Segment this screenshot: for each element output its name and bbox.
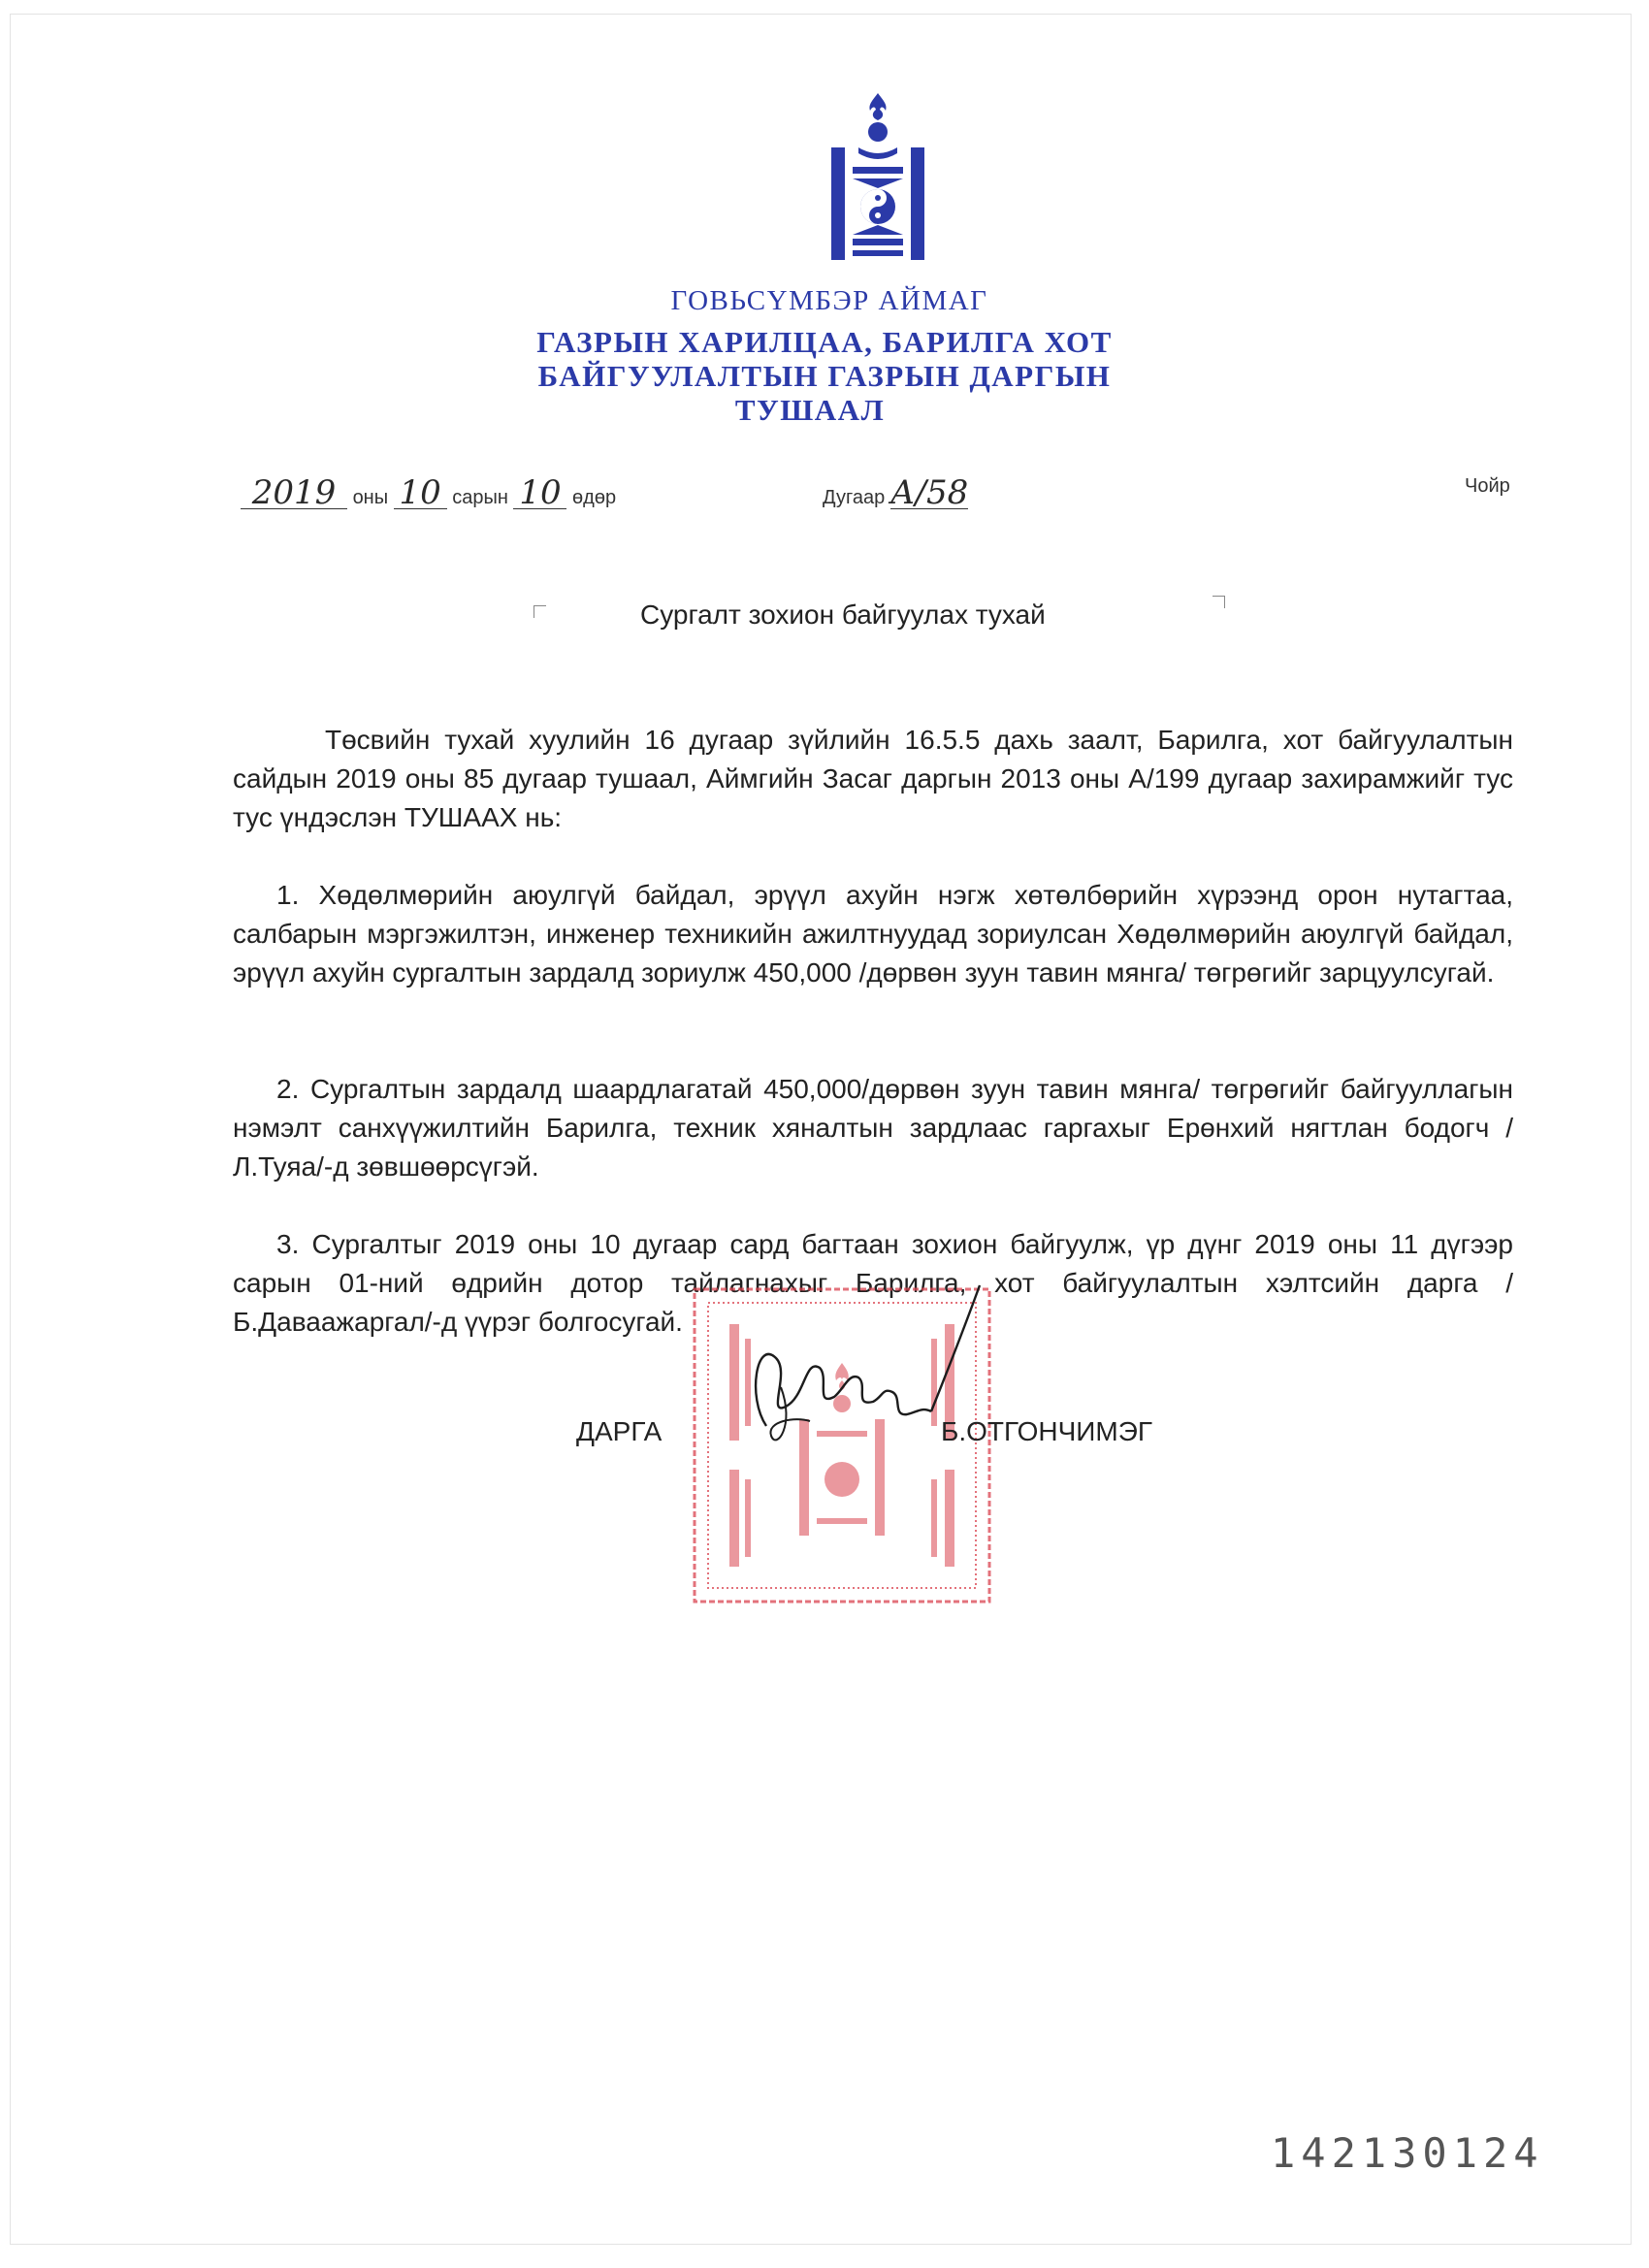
document-title: Сургалт зохион байгуулах тухай bbox=[640, 599, 1046, 630]
preamble-paragraph bbox=[233, 721, 1513, 837]
date-day-suffix: өдөр bbox=[572, 487, 617, 508]
serial-number: 142130124 bbox=[1271, 2129, 1544, 2177]
city-name: Чойр bbox=[1465, 475, 1510, 497]
date-year-suffix: оны bbox=[352, 487, 389, 508]
order-item-1 bbox=[233, 876, 1513, 992]
office-name-line2: БАЙГУУЛАЛТЫН ГАЗРЫН ДАРГЫН bbox=[537, 359, 1112, 393]
order-item-1-text: 1. Хөдөлмөрийн аюулгүй байдал, эрүүл ахуйн нэгж хөтөлбөрийн хүрээнд орон нутагтаа, салбарын мэргэжилтэн, инженер техникийн ажилтнуудад зориулсан Хөдөлмөрийн аюулгүй байдал, эрүүл ахуйн сургалтын зардалд зориулж 450,000 /дөрвөн зуун тавин мянга/ төгрөгийг зарцуулсугай. bbox=[233, 880, 1513, 988]
order-item-2 bbox=[233, 1070, 1513, 1186]
number-label: Дугаар bbox=[823, 487, 886, 508]
number-field bbox=[823, 473, 969, 512]
signatory-name: Б.ОТГОНЧИМЭГ bbox=[941, 1416, 1153, 1446]
order-item-2-text: 2. Сургалтын зардалд шаардлагатай 450,000/дөрвөн зуун тавин мянга/ төгрөгийг байгууллагын нэмэлт санхүүжилтийн Барилга, техник хяналтын зардлаас гаргахыг Ерөнхий нягтлан бодогч /Л.Туяа/-д зөвшөөрсүгэй. bbox=[233, 1074, 1513, 1182]
title-corner-right bbox=[1212, 596, 1225, 608]
document-number: А/58 bbox=[889, 473, 969, 512]
date-month-suffix: сарын bbox=[452, 487, 508, 508]
order-item-3-text: 3. Сургалтыг 2019 оны 10 дугаар сард багтаан зохион байгуулж, үр дүнг 2019 оны 11 дүгээр сарын 01-ний өдрийн дотор тайлагнахыг Барилга, хот байгуулалтын хэлтсийн дарга /Б.Даваажаргал/-д үүрэг болгосугай. bbox=[233, 1229, 1513, 1337]
preamble-text: Төсвийн тухай хуулийн 16 дугаар зүйлийн 16.5.5 дахь заалт, Барилга, хот байгуулалтын сайдын 2019 оны 85 дугаар тушаал, Аймгийн Засаг даргын 2013 оны А/199 дугаар захирамжийг тус тус үндэслэн ТУШААХ нь: bbox=[233, 725, 1513, 832]
aimag-name: ГОВЬСҮМБЭР АЙМАГ bbox=[670, 285, 988, 316]
date-day: 10 bbox=[513, 477, 566, 509]
document-type: ТУШААЛ bbox=[734, 393, 886, 427]
soyombo-emblem-icon bbox=[829, 91, 926, 261]
date-month: 10 bbox=[394, 477, 447, 509]
signatory-position: ДАРГА bbox=[576, 1416, 663, 1446]
title-corner-left bbox=[534, 605, 546, 618]
date-year: 2019 bbox=[241, 477, 347, 509]
date-field bbox=[241, 473, 617, 512]
office-name-line1: ГАЗРЫН ХАРИЛЦАА, БАРИЛГА ХОТ bbox=[536, 325, 1113, 359]
